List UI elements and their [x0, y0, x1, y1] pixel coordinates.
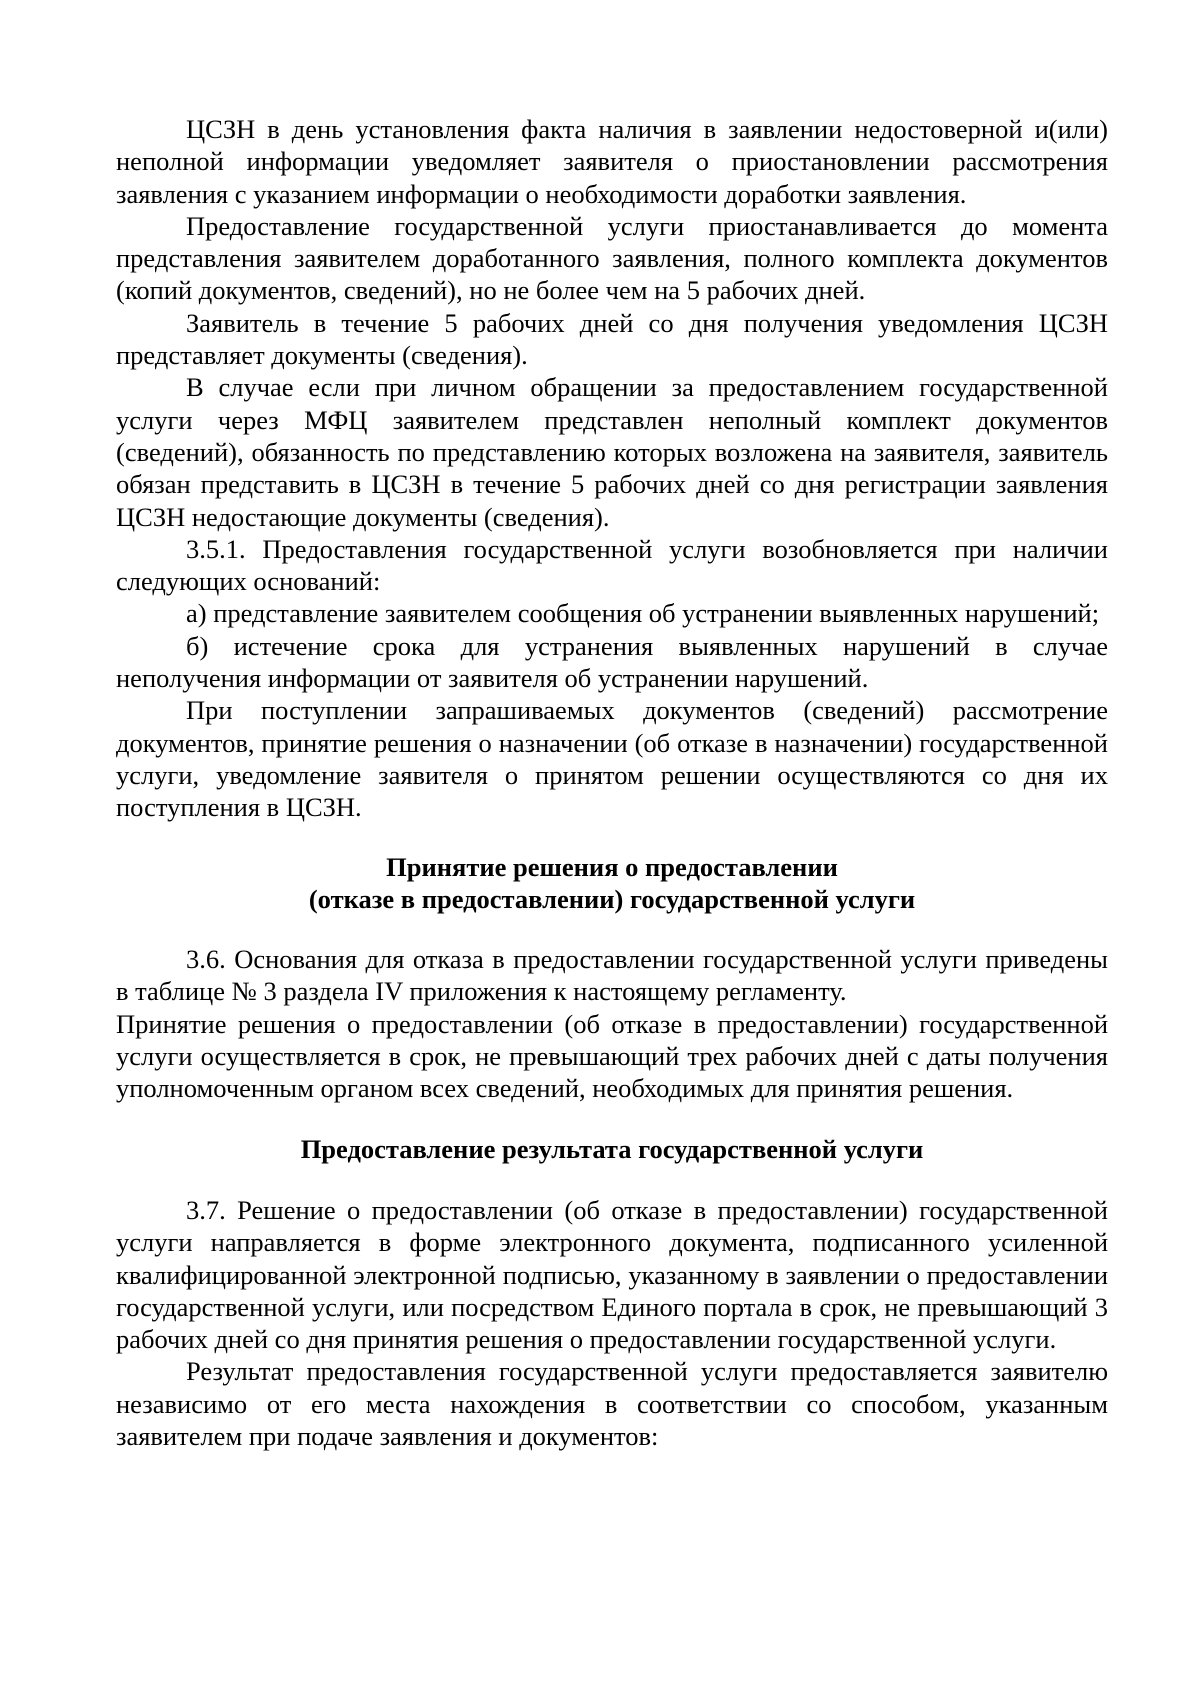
paragraph-decision-term: Принятие решения о предоставлении (об отказе в предоставлении) государственной услуги осуществляется в срок, не превышающий трех рабочих дней с даты получения уполномоченным органом всех сведений, необходимых для принятия решения.	[116, 1008, 1108, 1104]
paragraph-item-b: б) истечение срока для устранения выявленных нарушений в случае неполучения информации от заявителя об устранении нарушений.	[116, 630, 1108, 694]
paragraph-suspension-term: Предоставление государственной услуги приостанавливается до момента представления заявителем доработанного заявления, полного комплекта документов (копий документов, сведений), но не более чем на 5 рабочих дней.	[116, 210, 1108, 306]
paragraph-documents-received: При поступлении запрашиваемых документов (сведений) рассмотрение документов, принятие решения о назначении (об отказе в назначении) государственной услуги, уведомление заявителя о принятом решении осуществляются со дня их поступления в ЦСЗН.	[116, 695, 1108, 823]
paragraph-suspension-notice: ЦСЗН в день установления факта наличия в заявлении недостоверной и(или) неполной информации уведомляет заявителя о приостановлении рассмотрения заявления с указанием информации о необходимости доработки заявления.	[116, 114, 1108, 209]
paragraph-result-delivery: Результат предоставления государственной услуги предоставляется заявителю независимо от его места нахождения в соответствии со способом, указанным заявителем при подаче заявления и документов:	[116, 1356, 1108, 1451]
section-heading-decision	[116, 851, 1108, 916]
section-heading-decision-line2: (отказе в предоставлении) государственной услуги	[308, 883, 916, 914]
paragraph-3-7: 3.7. Решение о предоставлении (об отказе в предоставлении) государственной услуги направляется в форме электронного документа, подписанного усиленной квалифицированной электронной подписью, указанному в заявлении о предоставлении государственной услуги, или посредством Единого портала в срок, не превышающий 3 рабочих дней со дня принятия решения о предоставлении государственной услуги.	[116, 1194, 1108, 1355]
paragraph-3-5-1: 3.5.1. Предоставления государственной услуги возобновляется при наличии следующих оснований:	[116, 533, 1108, 597]
paragraph-applicant-submits: Заявитель в течение 5 рабочих дней со дня получения уведомления ЦСЗН представляет документы (сведения).	[116, 307, 1108, 371]
section-heading-decision-line1: Принятие решения о предоставлении	[386, 851, 838, 882]
paragraph-item-a: а) представление заявителем сообщения об устранении выявленных нарушений;	[186, 598, 1100, 629]
section-heading-result: Предоставление результата государственной услуги	[300, 1133, 924, 1164]
document-body	[116, 113, 1108, 1452]
paragraph-mfc-incomplete: В случае если при личном обращении за предоставлением государственной услуги через МФЦ заявителем представлен неполный комплект документов (сведений), обязанность по представлению которых возложена на заявителя, заявитель обязан представить в ЦСЗН в течение 5 рабочих дней со дня регистрации заявления ЦСЗН недостающие документы (сведения).	[116, 372, 1108, 532]
paragraph-3-6: 3.6. Основания для отказа в предоставлении государственной услуги приведены в таблице № 3 раздела IV приложения к настоящему регламенту.	[116, 944, 1108, 1007]
